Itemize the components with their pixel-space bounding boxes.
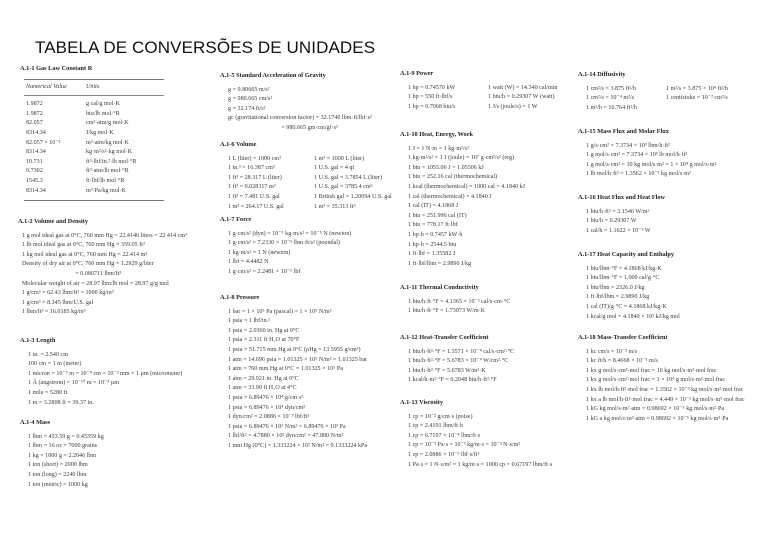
conversion-line: 1 kc cm/s = 10⁻² m/s — [586, 348, 638, 355]
numerical-value: 1545.3 — [26, 177, 43, 184]
conversion-line: 1 btu/lbm·°F = 1.000 cal/g·°C — [586, 275, 660, 282]
conversion-line: 1 lbm = 16 oz = 7000 grains — [28, 443, 97, 450]
table-row — [24, 167, 164, 177]
section-heading: A.1-8 Pressure — [220, 294, 260, 301]
conversion-line: 1 watt (W) = 14.340 cal/min — [488, 84, 558, 91]
table-row — [24, 187, 164, 197]
section-heading: A.1-7 Force — [220, 216, 252, 223]
conversion-line: 1 lb mol ideal gas at 0°C, 760 mm Hg = 359.05 ft³ — [22, 242, 145, 249]
conversion-line: 1 m²/h = 10.764 ft²/h — [586, 104, 637, 111]
conversion-line: 1 ft·lbf/lbm = 2.9890 J/kg — [586, 294, 650, 301]
section-a111 — [400, 283, 510, 317]
section-heading: A.1-14 Diffusivity — [578, 71, 626, 78]
numerical-value: 8314.34 — [26, 187, 46, 194]
conversion-line: 1 in. = 2.540 cm — [28, 351, 68, 358]
conversion-line: 1 btu/h·ft²·°F = 5.6783 W/m²·K — [408, 367, 486, 374]
units: ft³·lbf/in.²·lb mol·°R — [86, 158, 137, 165]
conversion-line: 1 U.S. gal = 3785.4 cm³ — [314, 184, 373, 191]
conversion-line: 1 J/s (joule/s) = 1 W — [488, 103, 538, 110]
conversion-line: 1 hp = 0.7068 btu/s — [408, 103, 456, 110]
table-row — [24, 129, 164, 139]
section-a13 — [20, 336, 182, 408]
section-a17 — [220, 215, 351, 278]
conversion-line: 1 kx g mol/s·cm²·mol frac = 10 kg mol/s·m²·mol frac — [586, 367, 717, 374]
conversion-line: 1 btu/h·ft²·°F = 5.6783 × 10⁻⁴ W/cm²·°C — [408, 358, 509, 365]
conversion-line: 1 cp = 10⁻³ Pa·s = 10⁻³ kg/m·s = 10⁻³ N·s/m² — [408, 442, 521, 449]
conversion-line: 1 m³ = 264.17 U.S. gal — [228, 203, 284, 210]
numerical-value: 8314.34 — [26, 149, 46, 156]
units: btu/lb mol·°R — [86, 110, 120, 117]
units: m³·atm/kg mol·K — [86, 139, 129, 146]
conversion-line: 1 cal (thermochemical) = 4.1840 J — [408, 193, 492, 200]
section-heading: A.1-18 Mass-Transfer Coefficient — [578, 334, 668, 341]
section-heading: A.1-12 Heat-Transfer Coefficient — [400, 334, 489, 341]
section-heading: A.1-11 Thermal Conductivity — [400, 284, 479, 291]
units: ft³·atm/lb mol·°R — [86, 168, 129, 175]
section-a113 — [400, 398, 552, 470]
conversion-line: 1 g mol ideal gas at 0°C, 760 mm Hg = 22.4140 liters = 22 414 cm³ — [22, 232, 187, 239]
conversion-line: 1 kg·m²/s² = 1 J (joule) = 10⁷ g·cm²/s² (erg) — [408, 155, 515, 162]
column-header: Units — [86, 83, 100, 90]
numerical-value: 82.057 × 10⁻³ — [26, 139, 61, 146]
conversion-line: 1 kx g mol/s·cm²·mol frac = 1 × 10⁴ g mol/s·m²·mol frac — [586, 377, 726, 384]
numerical-value: 10.731 — [26, 158, 43, 165]
conversion-line: 1 btu/h = 0.29307 W (watt) — [488, 94, 555, 101]
section-a118 — [578, 333, 745, 424]
units: m³·Pa/kg mol·K — [86, 187, 126, 194]
conversion-line: 1 hp = 550 ft·lbf/s — [408, 94, 453, 101]
conversion-line: 1 psia = 2.0360 in. Hg at 0°C — [228, 327, 300, 334]
section-heading: A.1-4 Mass — [20, 419, 51, 426]
conversion-row — [220, 164, 392, 174]
table-header — [24, 83, 164, 97]
conversion-line: 1 btu/h·ft·°F = 1.73073 W/m·K — [408, 308, 486, 315]
conversion-line: 1 kg·m/s² = 1 N (newton) — [228, 249, 291, 256]
conversion-line: 1 cal/h = 1.1622 × 10⁻³ W — [586, 227, 651, 234]
conversion-line: 1 g·cm/s² = 2.2481 × 10⁻⁶ lbf — [228, 268, 301, 275]
table-row — [24, 119, 164, 129]
conversion-row — [578, 104, 728, 114]
conversion-line: 1 atm = 33.90 ft H₂O at 4°C — [228, 385, 297, 392]
conversion-line: 100 cm = 1 m (meter) — [28, 361, 82, 368]
conversion-line: 1 g mol/s·cm² = 10 kg mol/s·m² = 1 × 10⁴ g mol/s·m² — [586, 161, 717, 168]
conversion-line: 1 Pa·s = 1 N·s/m² = 1 kg/m·s = 1000 cp = 0.67197 lbm/ft·s — [408, 461, 553, 468]
table-row — [24, 100, 164, 110]
conversion-line: 1 psia = 1 lbf/in.² — [228, 318, 270, 325]
conversion-row — [220, 203, 392, 213]
conversion-line: 1 g·cm/s² (dyn) = 10⁻⁵ kg·m/s² = 10⁻⁵ N (newton) — [228, 230, 352, 237]
section-heading: A.1-16 Heat Flux and Heat Flow — [578, 194, 666, 201]
conversion-line: 1 kg mol ideal gas at 0°C, 760 mm Hg = 22.414 m³ — [22, 251, 148, 258]
conversion-line: 1 ton (metric) = 1000 kg — [28, 481, 88, 488]
conversion-line: 1 cal (IT) = 4.1868 J — [408, 203, 459, 210]
conversion-line: 1 U.S. gal = 3.7854 L (liter) — [314, 174, 383, 181]
section-heading: A.1-6 Volume — [220, 141, 257, 148]
conversion-line: 1 btu/h = 0.29307 W — [586, 218, 637, 225]
section-heading: A.1-1 Gas Law Constant R — [20, 65, 93, 72]
conversion-line: 1 kcal (thermochemical) = 1000 cal = 4.1840 kJ — [408, 183, 526, 190]
section-heading: A.1-17 Heat Capacity and Enthalpy — [578, 251, 675, 258]
section-heading: A.1-9 Power — [400, 70, 434, 77]
conversion-line: 1 cp = 6.7197 × 10⁻⁴ lbm/ft·s — [408, 432, 481, 439]
section-a115 — [578, 127, 716, 180]
conversion-line: 1 ft·lbf = 1.35582 J — [408, 251, 456, 258]
section-a19 — [400, 69, 557, 112]
conversion-line: 1 g mol/s·cm² = 7.3734 × 10³ lb mol/h·ft² — [586, 152, 688, 159]
conversion-row — [220, 193, 392, 203]
conversion-line: 1 cp = 10⁻² g/cm·s (poise) — [408, 413, 473, 420]
section-a112 — [400, 333, 514, 386]
conversion-line: 1 Å (angstrom) = 10⁻¹⁰ m = 10⁻⁴ μm — [28, 380, 120, 387]
conversion-line: 1 psia = 2.311 ft H₂O at 70°F — [228, 337, 300, 344]
conversion-line: 1 psia = 6.89476 × 10⁴ g/cm·s² — [228, 394, 304, 401]
conversion-line: 1 lbm = 453.59 g = 0.45359 kg — [28, 433, 104, 440]
section-a110 — [400, 130, 525, 269]
conversion-line: 1 ft·lbf/lbm = 2.9890 J/kg — [408, 260, 472, 267]
conversion-row — [400, 93, 557, 103]
units: ft·lbf/lb mol·°R — [86, 177, 125, 184]
section-a12 — [18, 217, 187, 318]
conversion-line: 1 L (liter) = 1000 cm³ — [228, 155, 281, 162]
conversion-line: 1 hp·h = 2544.5 btu — [408, 241, 457, 248]
conversion-line: 1 atm = 14.696 psia = 1.01325 × 10⁵ N/m² = 1.01325 bar — [228, 356, 368, 363]
conversion-line: 1 btu = 1055.06 J = 1.05506 kJ — [408, 164, 484, 171]
section-heading: A.1-15 Mass Flux and Molar Flux — [578, 128, 669, 135]
numerical-value: 8314.34 — [26, 129, 46, 136]
conversion-line: 1 kg = 1000 g = 2.2046 lbm — [28, 452, 97, 459]
numerical-value: 0.7302 — [26, 168, 43, 175]
units: J/kg mol·K — [86, 129, 114, 136]
conversion-line: 1 kcal/h·m²·°F = 0.2048 btu/h·ft²·°F — [408, 377, 497, 384]
table-row — [24, 139, 164, 149]
conversion-line: 1 atm = 760 mm Hg at 0°C = 1.01325 × 10⁵ Pa — [228, 366, 343, 373]
conversion-line: 1 cm²/s = 10⁻⁴ m²/s — [586, 95, 634, 102]
section-heading: A.1-5 Standard Acceleration of Gravity — [220, 72, 326, 79]
conversion-line: 1 British gal = 1.20094 U.S. gal — [314, 193, 392, 200]
conversion-line: 1 cm²/s = 3.875 ft²/h — [586, 85, 636, 92]
section-heading: A.1-13 Viscosity — [400, 399, 444, 406]
section-a117 — [578, 250, 680, 322]
section-a11 — [20, 64, 164, 201]
units: cm³·atm/g mol·K — [86, 120, 129, 127]
conversion-line: gc (gravitational conversion factor) = 32.1740 lbm·ft/lbf·s² — [228, 115, 372, 122]
section-heading: A.1-3 Length — [20, 337, 56, 344]
conversion-line: 1 m³ = 1000 L (liter) — [314, 155, 365, 162]
conversion-line: 1 kc ft/h = 8.4668 × 10⁻⁵ m/s — [586, 358, 658, 365]
section-heading: A.1-2 Volume and Density — [18, 218, 88, 225]
section-a114 — [578, 70, 728, 113]
conversion-line: 1 kx lb mol/h·ft²·mol frac = 1.3562 × 10⁻³ kg mol/s·m²·mol frac — [586, 386, 744, 393]
conversion-line: 1 kx a lb mol/h·ft³·mol frac = 4.449 × 10⁻³ kg mol/s·m³·mol frac — [586, 396, 745, 403]
conversion-line: 1 kcal/g mol = 4.1840 × 10³ kJ/kg mol — [586, 313, 680, 320]
conversion-line: 1 btu/lbm = 2326.0 J/kg — [586, 284, 645, 291]
table-row — [24, 177, 164, 187]
conversion-line: 1 btu = 252.16 cal (thermochemical) — [408, 174, 498, 181]
conversion-line: 1 btu/h·ft·°F = 4.1365 × 10⁻³ cal/s·cm·°C — [408, 298, 511, 305]
conversion-line: 1 lbf/ft² = 4.7880 × 10² dyn/cm² = 47.880 N/m² — [228, 433, 344, 440]
section-a15 — [220, 71, 372, 134]
conversion-line: 1 btu = 778.17 ft·lbf — [408, 222, 458, 229]
conversion-line: Molecular weight of air = 28.97 lbm/lb mol = 28.97 g/g mol — [22, 280, 169, 287]
numerical-value: 1.9872 — [26, 101, 43, 108]
conversion-line: 1 psia = 51.715 mm Hg at 0°C (ρHg = 13.5955 g/cm³) — [228, 346, 361, 353]
numerical-value: 82.057 — [26, 120, 43, 127]
conversion-line: 1 mm Hg (0°C) = 1.333224 × 10² N/m² = 0.1333224 kPa — [228, 442, 368, 449]
conversion-row — [220, 155, 392, 165]
conversion-line: g = 32.174 ft/s² — [228, 105, 266, 112]
section-a14 — [20, 418, 104, 490]
table-row — [24, 148, 164, 158]
conversion-line: 1 psia = 6.89476 × 10³ N/m² = 6.89476 × 10³ Pa — [228, 423, 346, 430]
conversion-line: 1 J = 1 N·m = 1 kg·m²/s² — [408, 145, 469, 152]
conversion-line: 1 hp·h = 0.7457 kW·h — [408, 231, 463, 238]
conversion-line: 1 lbf = 4.4482 N — [228, 259, 269, 266]
conversion-line: 1 m³ = 35.313 ft³ — [314, 203, 356, 210]
conversion-line: 1 btu/h·ft²·°F = 1.3571 × 10⁻⁴ cal/s·cm²·°C — [408, 348, 515, 355]
conversion-line: 1 lb mol/h·ft² = 1.3562 × 10⁻³ kg mol/s·m² — [586, 171, 691, 178]
units: g cal/g mol·K — [86, 101, 120, 108]
conversion-line: 1 psia = 6.89476 × 10⁴ dyn/cm² — [228, 404, 306, 411]
table-row — [24, 158, 164, 168]
conversion-line: 1 btu/h·ft² = 3.1546 W/m² — [586, 208, 650, 215]
conversion-line: 1 g/s·cm² = 7.3734 × 10³ lbm/h·ft² — [586, 142, 670, 149]
conversion-line: 1 g·cm/s² = 7.2330 × 10⁻⁵ lbm·ft/s² (poundal) — [228, 240, 341, 247]
conversion-line: 1 ton (long) = 2240 lbm — [28, 471, 87, 478]
section-a16 — [220, 140, 392, 212]
conversion-line: 1 g/cm³ = 8.345 lbm/U.S. gal — [22, 299, 94, 306]
conversion-line: 1 hp = 0.74570 kW — [408, 84, 456, 91]
page-title: TABELA DE CONVERSÕES DE UNIDADES — [35, 38, 376, 57]
conversion-line: 1 centistoke = 10⁻² cm²/s — [666, 95, 728, 102]
conversion-line: 1 btu = 251.996 cal (IT) — [408, 212, 467, 219]
conversion-line: 1 lbm/ft³ = 16.0185 kg/m³ — [22, 309, 86, 316]
conversion-row — [220, 183, 392, 193]
conversion-line: 1 cp = 2.0886 × 10⁻⁵ lbf·s/ft² — [408, 451, 480, 458]
section-a116 — [578, 193, 665, 236]
conversion-line: Density of dry air at 0°C, 760 mm Hg = 1.2929 g/liter — [22, 261, 154, 268]
table-row — [24, 110, 164, 120]
conversion-line: 1 micron = 10⁻⁶ m = 10⁻⁴ cm = 10⁻³ mm = 1 μm (micrometer) — [28, 370, 183, 377]
conversion-line: = 980.665 gm·cm/gf·s² — [228, 124, 338, 131]
conversion-line: 1 cp = 2.4191 lbm/ft·h — [408, 423, 464, 430]
conversion-row — [578, 85, 728, 95]
conversion-line: 1 ton (short) = 2000 lbm — [28, 462, 88, 469]
conversion-line: 1 ft³ = 0.028317 m³ — [228, 184, 276, 191]
column-header: Numerical Value — [26, 83, 67, 90]
conversion-line: 1 in.³ = 16.387 cm³ — [228, 165, 275, 172]
conversion-line: g = 9.80665 m/s² — [228, 86, 270, 93]
conversion-line: 1 cal (IT)/g·°C = 4.1868 kJ/kg·K — [586, 303, 667, 310]
conversion-line: 1 kG a kg mol/s·m³·atm = 0.98692 × 10⁻⁵ kg mol/s·m³·Pa — [586, 415, 729, 422]
section-a18 — [220, 293, 367, 452]
conversion-line: 1 m = 3.2808 ft = 39.37 in. — [28, 399, 94, 406]
conversion-row — [578, 94, 728, 104]
conversion-line: 1 m²/s = 3.875 × 10⁴ ft²/h — [666, 85, 728, 92]
gas-constant-table — [24, 79, 164, 202]
conversion-line: 1 g/cm³ = 62.43 lbm/ft³ = 1000 kg/m³ — [22, 290, 114, 297]
conversion-line: 1 ft³ = 7.481 U.S. gal — [228, 193, 280, 200]
conversion-line: 1 bar = 1 × 10⁵ Pa (pascal) = 1 × 10⁵ N/m² — [228, 308, 332, 315]
conversion-line: 1 kG kg mol/s·m²·atm = 0.98692 × 10⁻⁵ kg mol/s·m²·Pa — [586, 406, 725, 413]
conversion-line: 1 ft³ = 28.317 L (liter) — [228, 174, 282, 181]
units: kg·m²/s²·kg mol·K — [86, 149, 133, 156]
conversion-line: 1 btu/lbm·°F = 4.1868 kJ/kg·K — [586, 265, 662, 272]
conversion-line: 1 U.S. gal = 4 qt — [314, 165, 355, 172]
conversion-line: 1 mile = 5280 ft — [28, 389, 68, 396]
section-heading: A.1-10 Heat, Energy, Work — [400, 131, 473, 138]
conversion-line: = 0.080711 lbm/ft³ — [22, 270, 122, 277]
conversion-line: 1 dyn/cm² = 2.0886 × 10⁻³ lbf/ft² — [228, 414, 310, 421]
conversion-row — [400, 103, 557, 113]
conversion-line: 1 atm = 29.921 in. Hg at 0°C — [228, 375, 299, 382]
conversion-row — [220, 174, 392, 184]
conversion-row — [400, 84, 557, 94]
numerical-value: 1.9872 — [26, 110, 43, 117]
conversion-line: g = 980.665 cm/s² — [228, 96, 273, 103]
